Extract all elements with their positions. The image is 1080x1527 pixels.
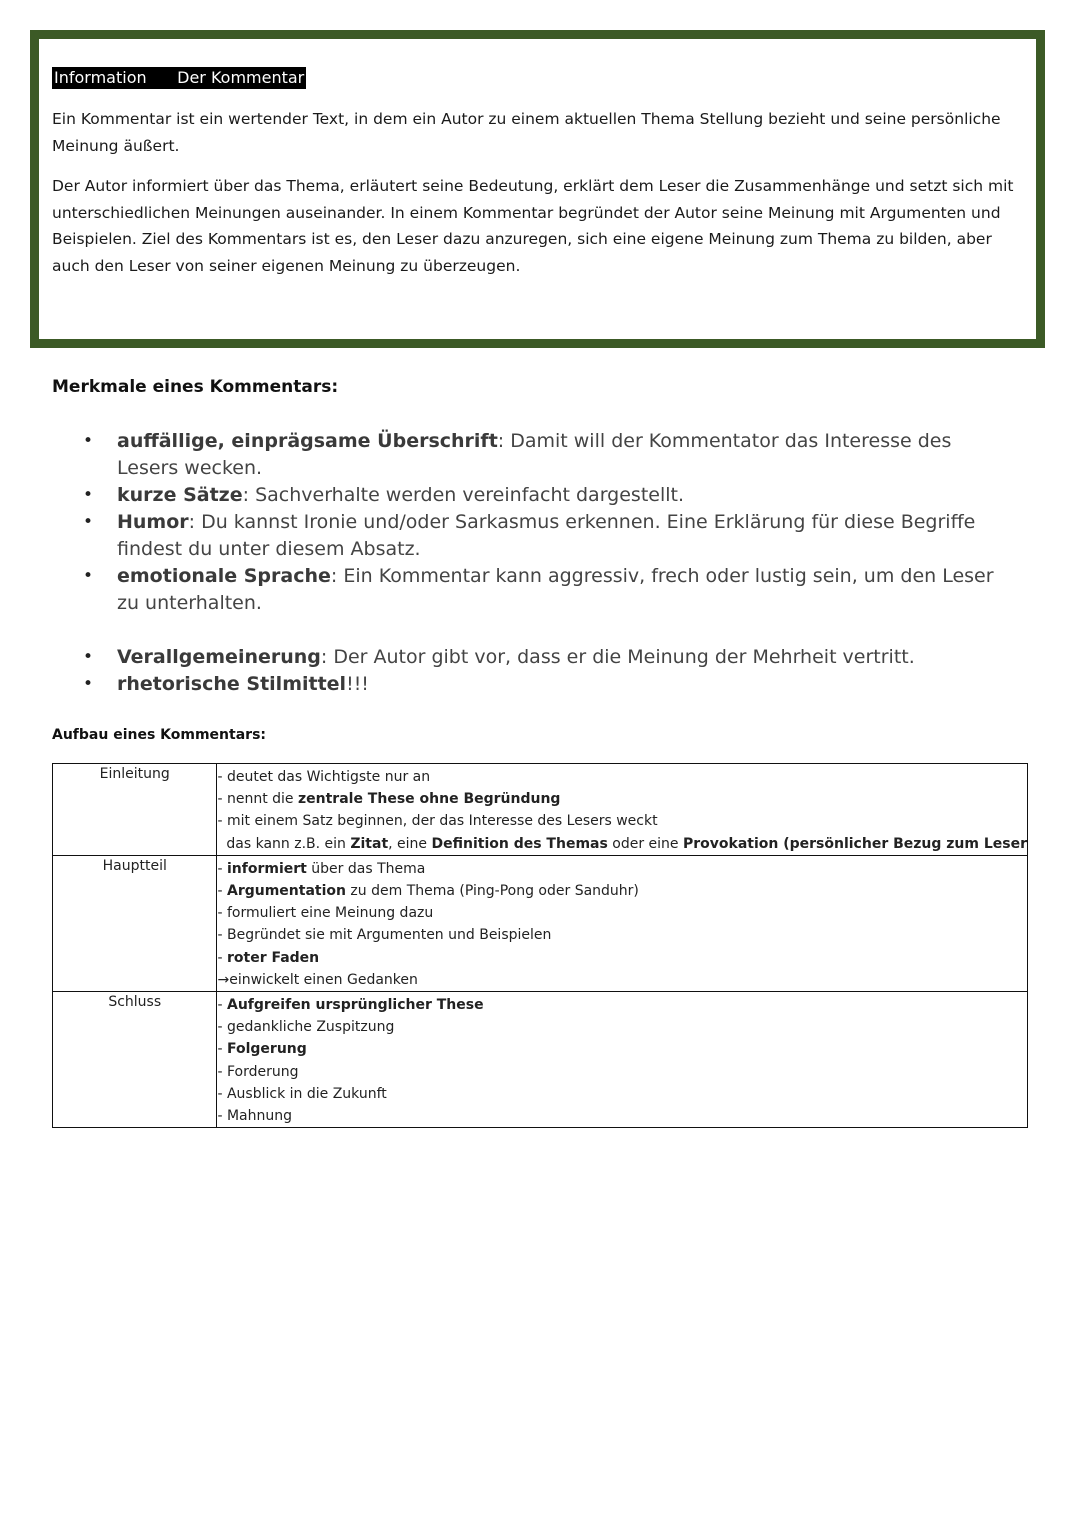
text-segment: - deutet das Wichtigste nur an: [217, 769, 431, 785]
list-spacer: [80, 617, 1010, 644]
feature-text: : Damit will der Kommentator das Interesse des Lesers wecken.: [117, 430, 952, 479]
table-line: [217, 947, 1027, 969]
text-segment: -: [217, 997, 227, 1014]
text-segment: über das Thema: [306, 860, 426, 877]
table-line: [217, 902, 1027, 924]
list-item: [80, 428, 1010, 482]
table-row: [53, 855, 1028, 991]
bold-text: Provokation (persönlicher Bezug zum Leser: [682, 835, 1027, 852]
list-item: [80, 671, 1010, 698]
aufbau-table: [52, 763, 1028, 1128]
table-line: [217, 1083, 1027, 1105]
merkmale-heading: Merkmale eines Kommentars:: [52, 377, 339, 397]
text-segment: , eine: [388, 835, 432, 852]
text-segment: -: [217, 949, 227, 966]
table-row: [53, 764, 1028, 856]
table-line: [217, 766, 1027, 788]
table-line: [217, 1061, 1027, 1083]
text-segment: - nennt die: [217, 791, 298, 808]
aufbau-table-body: [53, 764, 1028, 1128]
section-items-cell: [217, 764, 1028, 856]
text-segment: - Begründet sie mit Argumenten und Beispielen: [217, 927, 552, 944]
text-segment: -: [217, 860, 227, 877]
text-segment: -: [217, 883, 227, 900]
list-item: [80, 482, 1010, 509]
section-name-cell: Einleitung: [53, 764, 217, 856]
table-line: [217, 1105, 1027, 1127]
list-item: [80, 644, 1010, 671]
bold-text: informiert: [226, 860, 307, 877]
feature-text: : Ein Kommentar kann aggressiv, frech oder lustig sein, um den Leser zu unterhalten.: [117, 565, 994, 614]
text-segment: das kann z.B. ein: [217, 835, 351, 852]
info-paragraph-details: Der Autor informiert über das Thema, erläutert seine Bedeutung, erklärt dem Leser die Zusammenhänge und setzt sich mit unterschiedlichen Meinungen auseinander. In einem Kommentar begründet der Autor seine Meinung mit Argumenten und Beispielen. Ziel des Kommentars ist es, den Leser dazu anzuregen, sich eine eigene Meinung zum Thema zu bilden, aber auch den Leser von seiner eigenen Meinung zu überzeugen.: [52, 177, 1014, 275]
text-segment: - mit einem Satz beginnen, der das Interesse des Lesers weckt: [217, 813, 658, 830]
bold-text: Folgerung: [226, 1041, 307, 1058]
section-name-cell: Schluss: [53, 992, 217, 1128]
text-segment: - gedankliche Zuspitzung: [217, 1019, 395, 1036]
text-segment: zu dem Thema (Ping-Pong oder Sanduhr): [345, 883, 639, 900]
bold-text: zentrale These ohne Begründung: [297, 791, 561, 808]
section-items-cell: [217, 992, 1028, 1128]
feature-term: Humor: [117, 511, 189, 533]
table-line: [217, 1038, 1027, 1060]
feature-text: !!!: [346, 673, 369, 695]
list-item: [80, 563, 1010, 617]
feature-text: : Du kannst Ironie und/oder Sarkasmus erkennen. Eine Erklärung für diese Begriffe findest du unter diesem Absatz.: [117, 511, 976, 560]
table-line: [217, 924, 1027, 946]
feature-term: rhetorische Stilmittel: [117, 673, 347, 695]
table-line: [217, 1016, 1027, 1038]
table-line: [217, 788, 1027, 810]
info-paragraph-definition: Ein Kommentar ist ein wertender Text, in dem ein Autor zu einem aktuellen Thema Stellung bezieht und seine persönliche Meinung äußert.: [52, 110, 1001, 155]
table-line: [217, 880, 1027, 902]
text-segment: - Forderung: [217, 1063, 299, 1080]
table-row: [53, 992, 1028, 1128]
feature-term: Verallgemeinerung: [117, 646, 321, 668]
bold-text: Definition des Themas: [431, 835, 608, 852]
feature-text: : Sachverhalte werden vereinfacht dargestellt.: [242, 484, 685, 506]
bold-text: Argumentation: [226, 883, 346, 900]
table-line: [217, 994, 1027, 1016]
section-items-cell: [217, 855, 1028, 991]
table-line: [217, 969, 1027, 991]
list-item: [80, 509, 1010, 563]
info-label: Information Der Kommentar: [54, 68, 305, 87]
feature-term: auffällige, einprägsame Überschrift: [117, 430, 498, 452]
text-segment: - Mahnung: [217, 1108, 293, 1125]
table-line: [217, 833, 1027, 855]
table-line: [217, 858, 1027, 880]
text-segment: - Ausblick in die Zukunft: [217, 1085, 387, 1102]
text-segment: - formuliert eine Meinung dazu: [217, 905, 434, 922]
table-line: [217, 810, 1027, 832]
info-box: [30, 30, 1045, 348]
text-segment: oder eine: [607, 835, 683, 852]
feature-text: : Der Autor gibt vor, dass er die Meinung der Mehrheit vertritt.: [320, 646, 915, 668]
text-segment: -: [217, 1041, 227, 1058]
aufbau-title: Aufbau eines Kommentars:: [52, 727, 266, 743]
bold-text: Aufgreifen ursprünglicher These: [226, 997, 484, 1014]
merkmale-list: [80, 428, 1010, 698]
feature-term: emotionale Sprache: [117, 565, 331, 587]
section-name-cell: Hauptteil: [53, 855, 217, 991]
bold-text: roter Faden: [226, 949, 320, 966]
bold-text: Zitat: [350, 835, 389, 852]
text-segment: →einwickelt einen Gedanken: [217, 971, 418, 988]
feature-term: kurze Sätze: [117, 484, 243, 506]
